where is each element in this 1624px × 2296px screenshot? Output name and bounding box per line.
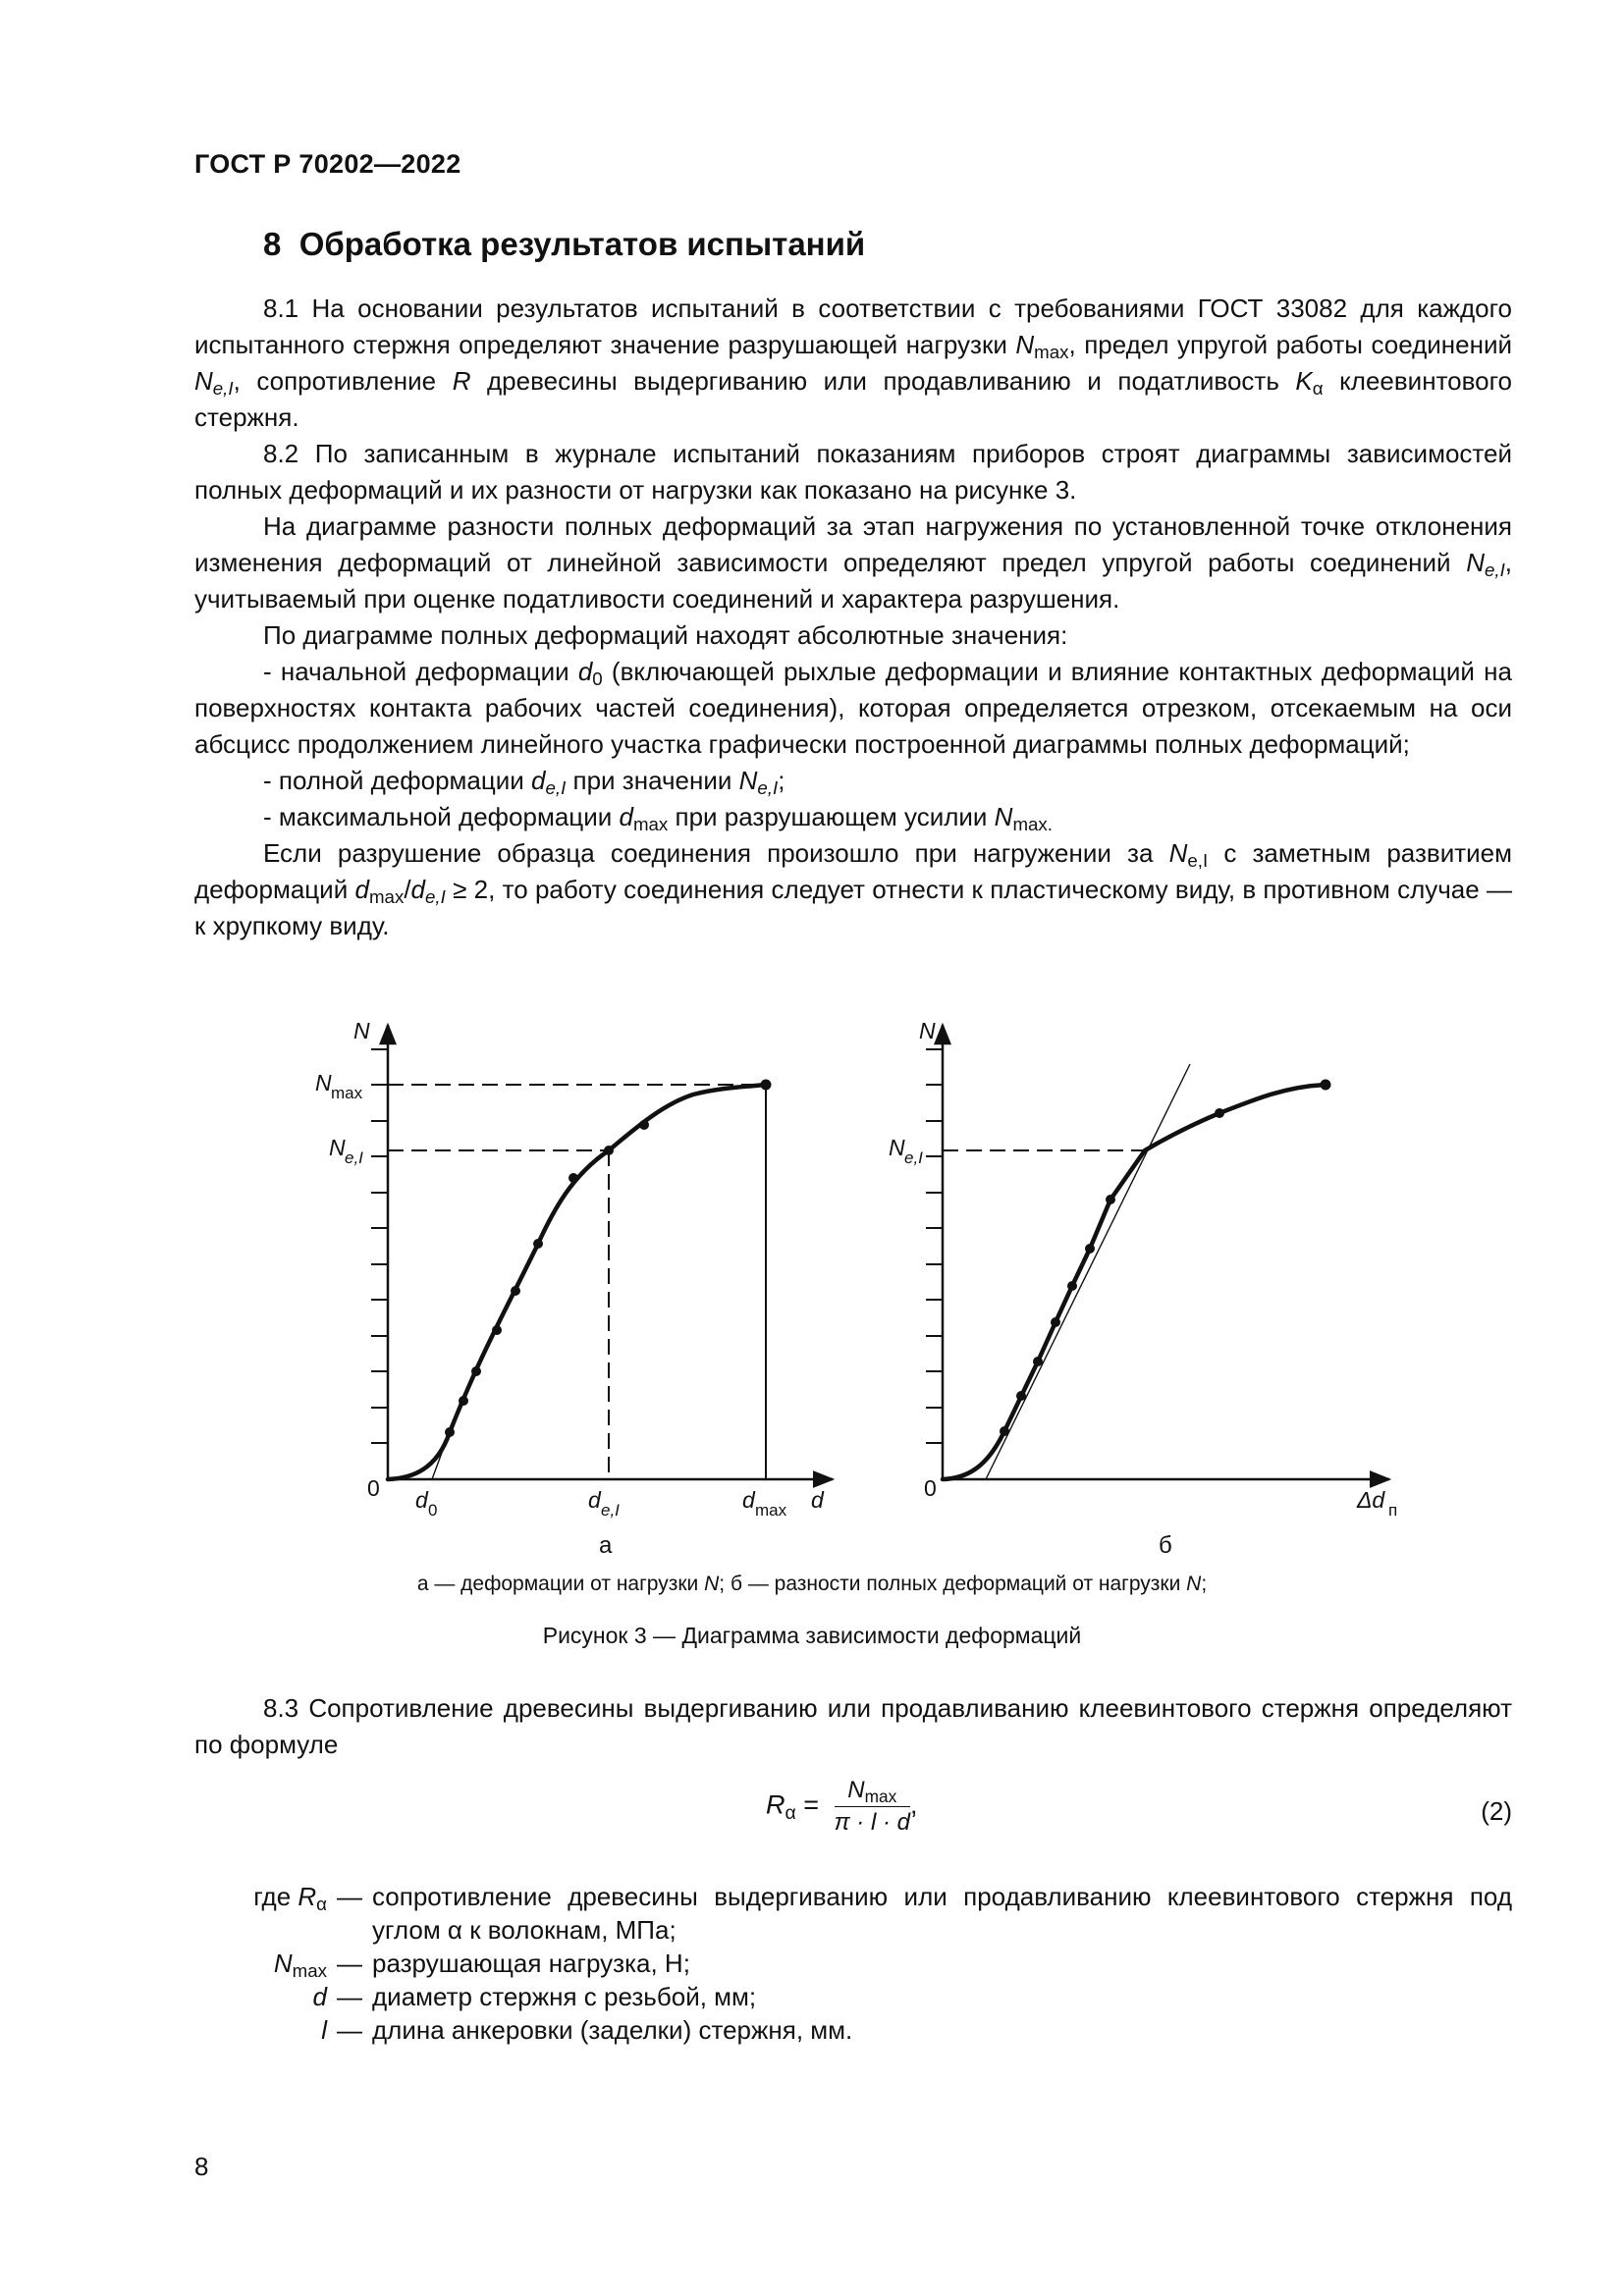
legend-row-n-max: $N_{max}$ — разрушающая нагрузка, Н; <box>273 1949 690 1982</box>
label-dmax <box>742 1487 787 1520</box>
figure-legend: а — деформации от нагрузки N; б — разности полных деформаций от нагрузки N; <box>416 1573 1208 1595</box>
diagram-b-caption: б <box>1159 1532 1172 1559</box>
svg-text:d: d <box>588 1487 601 1513</box>
paragraph-diagram: На диаграмме разности полных деформаций за этап нагружения по установленной точке отклонения изменения деформаций от линейной зависимости определяют предел упругой работы соединений $N_{e,I}$, учитываемый при оценке податливости соединений и характера разрушения. <box>194 511 1512 614</box>
legend-row-l: l — длина анкеровки (заделки) стержня, мм. <box>321 2015 853 2045</box>
deformation-curve <box>388 1085 766 1479</box>
formula-fraction: $\frac{N_{max}}{\pi \cdot l \cdot d}$ <box>834 1777 910 1836</box>
svg-text:e,I: e,I <box>345 1148 363 1167</box>
linear-tangent-line <box>986 1064 1190 1479</box>
label-d0 <box>415 1487 437 1520</box>
list-item-full-deformation: - полной деформации $d_{e,I}$ при значении $N_{e,I}$; <box>263 766 785 799</box>
diagram-b-points <box>1000 1080 1331 1437</box>
svg-text:d: d <box>742 1487 755 1513</box>
label-del <box>588 1487 620 1520</box>
section-8-body <box>194 291 1512 944</box>
diagram-a <box>315 1018 833 1559</box>
list-item-initial-deformation: - начальной деформации $d_0$ (включающей рыхлые деформации и влияние контактных деформаций на поверхностях контакта рабочих частей соединения), которая определяется отрезком, отсекаемым на оси абсцисс продолжением линейного участка графически построенной диаграммы полных деформаций; <box>194 657 1512 759</box>
svg-text:max: max <box>331 1084 363 1102</box>
paragraph-absolute-values: По диаграмме полных деформаций находят абсолютные значения: <box>263 620 1068 650</box>
diagram-b-ticks <box>926 1049 943 1443</box>
diagram-b-origin: 0 <box>924 1475 937 1501</box>
diagram-b-label-nel <box>889 1135 923 1167</box>
section-title: 8 Обработка результатов испытаний <box>263 226 866 262</box>
formula-number: (2) <box>1481 1796 1512 1826</box>
document-header: ГОСТ Р 70202—2022 <box>194 149 461 179</box>
paragraph-fracture-type: Если разрушение образца соединения произошло при нагружении за $N_{e,I}$ с заметным развитием деформаций $d_{max}/d_{e,I} \ge 2$, то работу соединения следует отнести к пластическому виду, в противном случае — к хрупкому виду. <box>194 838 1512 940</box>
formula-2: $R_\alpha$ = $\frac{N_{max}}{\pi \cdot l \cdot d}$ , <box>766 1777 918 1836</box>
label-nel <box>329 1135 363 1167</box>
diagram-a-y-label: N <box>353 1018 370 1043</box>
paragraph-8-1: 8.1 На основании результатов испытаний в соответствии с требованиями ГОСТ 33082 для каждого испытанного стержня определяют значение разрушающей нагрузки $N_{max}$, предел упругой работы соединений $N_{e,I}$, сопротивление R древесины выдергиванию или продавливанию и податливость $K_\alpha$ клеевинтового стержня. <box>194 294 1513 432</box>
svg-text:d: d <box>415 1487 428 1513</box>
svg-text:0: 0 <box>428 1501 438 1520</box>
formula-legend <box>194 1880 1512 2047</box>
diagram-b-x-label <box>1356 1487 1397 1520</box>
svg-text:N: N <box>329 1135 346 1160</box>
svg-text:Δd: Δd <box>1357 1487 1385 1513</box>
page-number: 8 <box>194 2152 209 2181</box>
diagram-a-ticks <box>371 1049 388 1443</box>
svg-text:п: п <box>1388 1501 1398 1520</box>
diagram-a-origin: 0 <box>367 1475 380 1501</box>
figure-3-diagrams <box>275 1003 1414 1563</box>
diagram-b <box>889 1018 1397 1559</box>
paragraph-8-3: 8.3 Сопротивление древесины выдергиванию или продавливанию клеевинтового стержня определяют по формуле <box>194 1693 1512 1759</box>
legend-row-r-alpha: где $R_\alpha$ — сопротивление древесины выдергиванию или продавливанию клеевинтового стержня под углом α к волокнам, МПа; <box>253 1882 1512 1945</box>
svg-text:max: max <box>755 1501 787 1520</box>
svg-text:N: N <box>889 1135 905 1160</box>
label-nmax <box>315 1070 363 1102</box>
deformation-difference-curve <box>943 1085 1326 1479</box>
figure-caption: Рисунок 3 — Диаграмма зависимости деформаций <box>542 1623 1082 1648</box>
diagram-a-x-label: d <box>811 1487 824 1513</box>
svg-text:N: N <box>315 1070 332 1095</box>
paragraph-8-2: 8.2 По записанным в журнале испытаний показаниям приборов строят диаграммы зависимостей полных деформаций и их разности от нагрузки как показано на рисунке 3. <box>194 439 1512 505</box>
diagram-a-caption: а <box>599 1532 613 1559</box>
list-item-max-deformation: - максимальной деформации $d_{max}$ при разрушающем усилии $N_{max.}$ <box>263 802 1053 835</box>
svg-text:e,I: e,I <box>601 1501 620 1520</box>
legend-row-d: d — диаметр стержня с резьбой, мм; <box>312 1982 757 2011</box>
svg-text:e,I: e,I <box>904 1148 923 1167</box>
diagram-b-y-label: N <box>919 1018 936 1043</box>
